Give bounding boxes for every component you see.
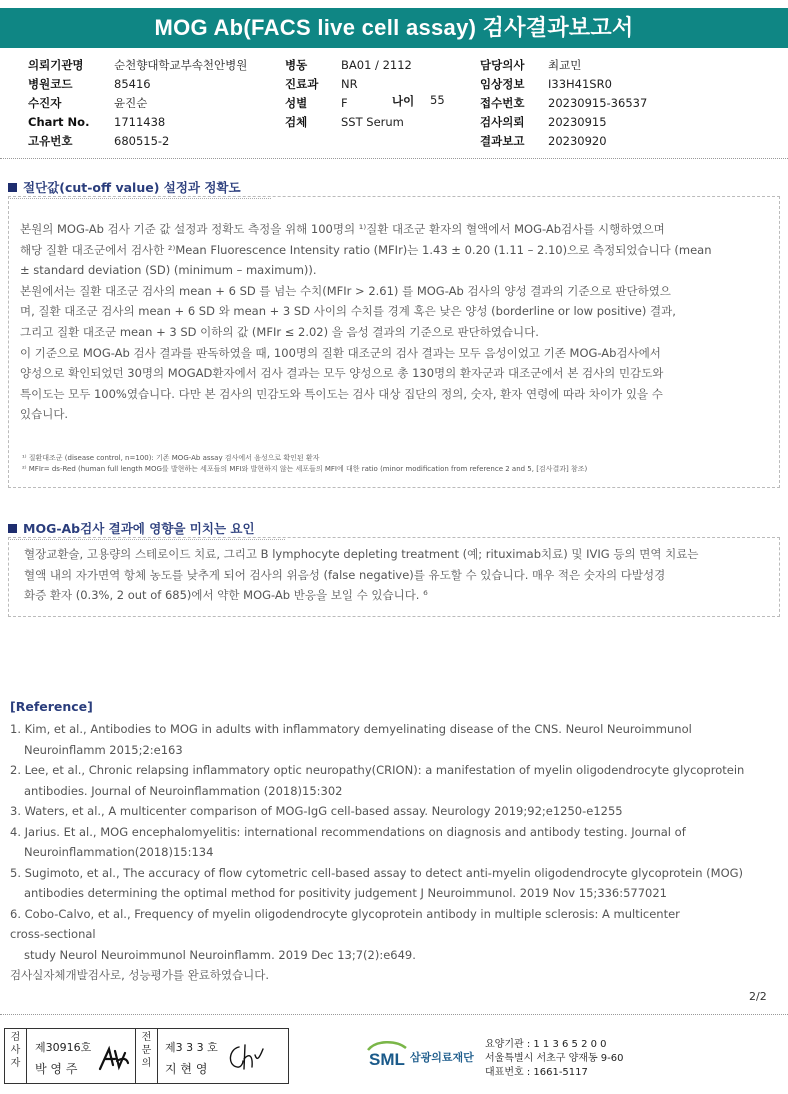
info-row	[28, 113, 247, 132]
role-char: 검	[10, 1032, 21, 1043]
paragraph-line: 있습니다.	[20, 407, 69, 422]
info-value: 순천향대학교부속천안병원	[114, 58, 248, 72]
reference-line: 4. Jarius. Et al., MOG encephalomyelitis: international recommendations on diagnosis and antibody testing. Journal of	[10, 824, 686, 839]
tester-license: 제30916호	[35, 1041, 92, 1054]
page-number: 2/2	[749, 990, 767, 1003]
tester-role-label	[5, 1029, 27, 1083]
sml-logo-icon	[366, 1038, 408, 1068]
info-label: 병동	[285, 58, 308, 72]
reference-line: cross-sectional	[10, 927, 96, 941]
age-label: 나이	[392, 94, 415, 108]
info-value: 680515-2	[114, 134, 170, 148]
patient-info-right	[480, 56, 647, 151]
patient-info-left	[28, 56, 247, 151]
section-factors-heading: MOG-Ab검사 결과에 영향을 미치는 요인	[23, 521, 255, 536]
validation-note: 검사실자체개발검사로, 성능평가를 완료하였습니다.	[10, 968, 270, 982]
info-label: 수진자	[28, 96, 62, 110]
specialist-role-label	[136, 1029, 158, 1083]
tester-signature-image	[97, 1043, 131, 1073]
info-value: 20230920	[548, 134, 607, 148]
info-value: 20230915-36537	[548, 96, 648, 110]
info-value: 1711438	[114, 115, 166, 129]
info-label: 검체	[285, 115, 308, 129]
info-label: 접수번호	[480, 96, 525, 110]
reference-line: 3. Waters, et al., A multicenter comparison of MOG-IgG cell-based assay. Neurology 2019;92;e1250-e1255	[10, 804, 623, 818]
reference-line: Neuroinflamm 2015;2:e163	[24, 742, 183, 757]
section-bullet-icon	[8, 524, 17, 533]
info-row	[480, 113, 647, 132]
reference-line: 1. Kim, et al., Antibodies to MOG in adults with inflammatory demyelinating disease of the CNS. Neurol Neuroimmunol	[10, 722, 692, 736]
info-row	[480, 94, 647, 113]
footnotes	[22, 453, 587, 475]
footer-divider	[0, 1014, 788, 1015]
info-label: 임상정보	[480, 77, 525, 91]
info-label: 결과보고	[480, 134, 525, 148]
section-cutoff-heading: 절단값(cut-off value) 설정과 정확도	[23, 180, 241, 195]
info-row	[285, 113, 412, 132]
signature-box	[4, 1028, 289, 1084]
reference-line: 2. Lee, et al., Chronic relapsing inflammatory optic neuropathy(CRION): a manifestation of myelin oligodendrocyte glycoprotein	[10, 763, 745, 777]
info-row	[28, 94, 247, 113]
reference-list	[10, 719, 744, 986]
info-value: F	[341, 96, 348, 110]
info-value: BA01 / 2112	[341, 58, 412, 72]
info-label: 성별	[285, 96, 308, 110]
reference-line: 5. Sugimoto, et al., The accuracy of flow cytometric cell-based assay to detect anti-myelin oligodendrocyte glycoprotein (MOG)	[10, 865, 744, 880]
section-factors-box	[8, 537, 780, 617]
paragraph-line: 해당 질환 대조군에서 검사한 ²⁾Mean Fluorescence Intensity ratio (MFIr)는 1.43 ± 0.20 (1.11 – 2.10)으로 측정되었습니다 (mean	[20, 242, 712, 257]
reference-line: Neuroinflammation(2018)15:134	[24, 845, 214, 859]
info-value: I33H41SR0	[548, 77, 612, 91]
paragraph-line: 화증 환자 (0.3%, 2 out of 685)에서 약한 MOG-Ab 반응을 보일 수 있습니다. ⁶	[24, 588, 428, 603]
info-row	[480, 75, 647, 94]
specialist-name: 지 현 영	[165, 1062, 208, 1076]
info-value: SST Serum	[341, 115, 404, 129]
reference-line: 6. Cobo-Calvo, et al., Frequency of myelin oligodendrocyte glycoprotein antibody in multiple sclerosis: A multicenter	[10, 906, 680, 921]
organization-line: 대표번호 : 1661-5117	[485, 1067, 588, 1078]
report-title: MOG Ab(FACS live cell assay) 검사결과보고서	[0, 8, 788, 48]
svg-text:SML: SML	[369, 1050, 405, 1068]
specialist-license: 제3 3 3 호	[165, 1041, 218, 1054]
paragraph-line: 혈액 내의 자가면역 항체 농도를 낮추게 되어 검사의 위음성 (false negative)를 유도할 수 있습니다. 매우 적은 숫자의 다발성경	[24, 567, 666, 582]
reference-line: antibodies. Journal of Neuroinflammation (2018)15:302	[24, 783, 343, 798]
info-row	[28, 132, 247, 151]
age-value: 55	[430, 93, 445, 107]
info-row	[285, 56, 412, 75]
role-char: 의	[141, 1058, 152, 1069]
info-value: 윤진순	[114, 96, 148, 110]
info-value: 85416	[114, 77, 151, 91]
paragraph-line: ± standard deviation (SD) (minimum – maximum)).	[20, 263, 317, 278]
info-value: 20230915	[548, 115, 607, 129]
info-row	[28, 75, 247, 94]
organization-line: 요양기관 : 1 1 3 6 5 2 0 0	[485, 1039, 607, 1050]
paragraph-line: 특이도는 모두 100%였습니다. 다만 본 검사의 민감도와 특이도는 검사 대상 집단의 정의, 숫자, 환자 연령에 따라 차이가 있을 수	[20, 386, 663, 401]
reference-line: antibodies determining the optimal method for positivity judgement J Neuroimmunol. 2019 Nov 15;336:577021	[24, 886, 667, 900]
tester-name: 박 영 주	[35, 1062, 78, 1076]
reference-line: study Neurol Neuroimmunol Neuroinflamm. 2019 Dec 13;7(2):e649.	[24, 947, 416, 962]
specialist-signature-image	[225, 1041, 265, 1073]
info-row	[285, 75, 412, 94]
section-cutoff-box	[8, 196, 780, 488]
info-value: 최교민	[548, 58, 582, 72]
organization-name: 삼광의료재단	[410, 1051, 474, 1064]
info-value: NR	[341, 77, 358, 91]
section-cutoff-body	[20, 219, 772, 425]
info-label: 진료과	[285, 77, 319, 91]
info-label: 의뢰기관명	[28, 58, 84, 72]
info-row	[480, 56, 647, 75]
info-row	[28, 56, 247, 75]
footnote: ²⁾ MFIr= ds-Red (human full length MOG를 발현하는 세포들의 MFI와 발현하지 않는 세포들의 MFI에 대한 ratio (minor modification from reference 2 and 5, [검사결과] 참조)	[22, 465, 588, 473]
info-label: 고유번호	[28, 134, 73, 148]
reference-title: [Reference]	[10, 699, 93, 714]
section-bullet-icon	[8, 183, 17, 192]
info-label: 검사의뢰	[480, 115, 525, 129]
section-factors-title	[8, 519, 255, 537]
info-label: 병원코드	[28, 77, 73, 91]
role-char: 자	[10, 1058, 21, 1069]
paragraph-line: 본원에서는 질환 대조군 검사의 mean + 6 SD 를 넘는 수치(MFIr > 2.61) 를 MOG-Ab 검사의 양성 결과의 기준으로 판단하였으	[20, 283, 671, 298]
paragraph-line: 양성으로 확인되었던 30명의 MOGAD환자에서 검사 결과는 모두 양성으로 총 130명의 환자군과 대조군에서 본 검사의 민감도와	[20, 366, 664, 381]
info-label: 담당의사	[480, 58, 525, 72]
section-factors-body	[24, 544, 776, 606]
section-cutoff-title	[8, 178, 241, 196]
paragraph-line: 혈장교환술, 고용량의 스테로이드 치료, 그리고 B lymphocyte depleting treatment (예; rituximab치료) 및 IVIG 등의 면역 치료는	[24, 547, 699, 561]
role-char: 사	[10, 1045, 21, 1056]
paragraph-line: 이 기준으로 MOG-Ab 검사 결과를 판독하였을 때, 100명의 질환 대조군의 검사 결과는 모두 음성이었고 기존 MOG-Ab검사에서	[20, 345, 661, 360]
info-row	[480, 132, 647, 151]
info-label: Chart No.	[28, 115, 90, 129]
role-char: 전	[141, 1032, 152, 1043]
footnote: ¹⁾ 질환대조군 (disease control, n=100): 기존 MOG-Ab assay 검사에서 음성으로 확인된 환자	[22, 454, 320, 462]
header-divider	[0, 158, 788, 159]
organization-line: 서울특별시 서초구 양재동 9-60	[485, 1053, 624, 1064]
paragraph-line: 며, 질환 대조군 검사의 mean + 6 SD 와 mean + 3 SD 사이의 수치를 경계 혹은 낮은 양성 (borderline or low positive) 결과,	[20, 304, 676, 319]
paragraph-line: 본원의 MOG-Ab 검사 기준 값 설정과 정확도 측정을 위해 100명의 ¹⁾질환 대조군 환자의 혈액에서 MOG-Ab검사를 시행하였으며	[20, 222, 665, 236]
organization-info	[485, 1038, 624, 1080]
role-char: 문	[141, 1045, 152, 1056]
paragraph-line: 그리고 질환 대조군 mean + 3 SD 이하의 값 (MFIr ≤ 2.02) 을 음성 결과의 기준으로 판단하였습니다.	[20, 324, 539, 339]
